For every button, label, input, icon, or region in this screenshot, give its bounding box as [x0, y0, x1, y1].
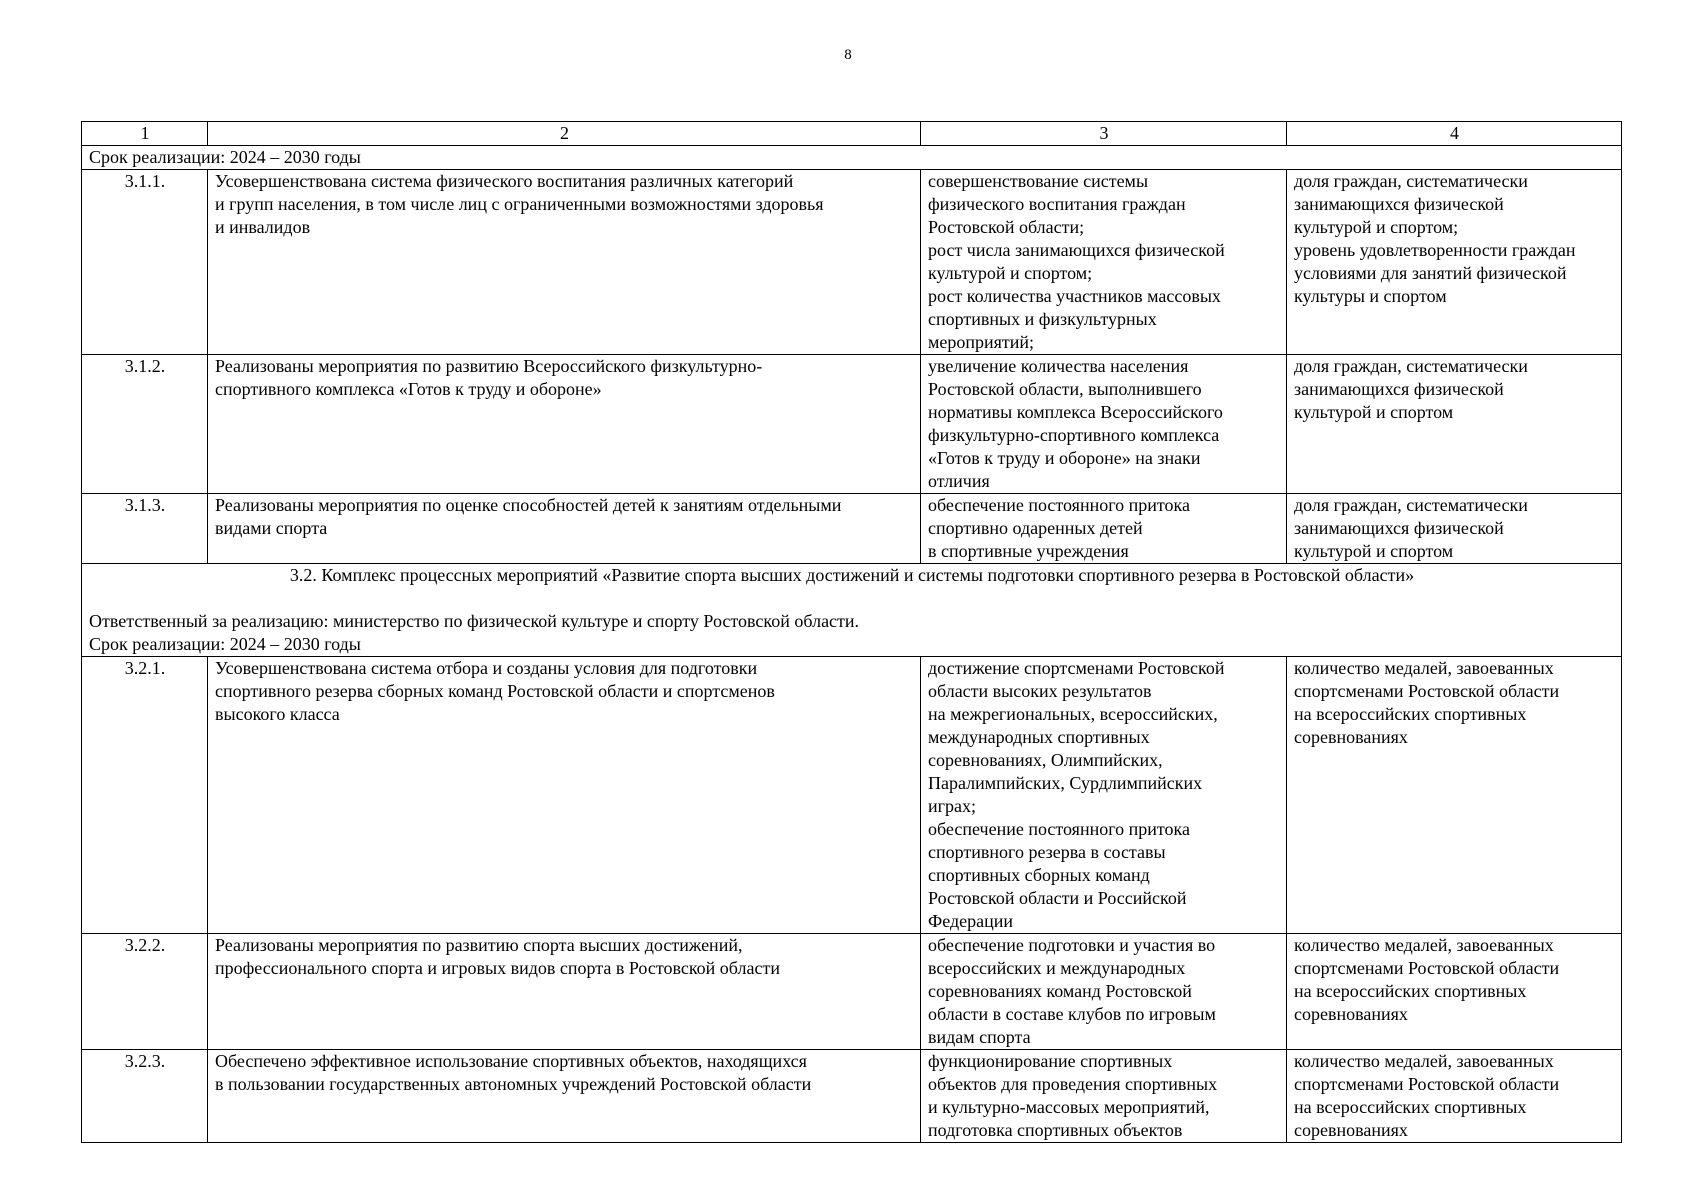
text-line: высокого класса — [215, 704, 340, 724]
text-line: соревнованиях — [1294, 727, 1408, 747]
text-line: культурой и спортом — [1294, 402, 1454, 422]
text-line: количество медалей, завоеванных — [1294, 658, 1554, 678]
section-term: Срок реализации: 2024 – 2030 годы — [89, 634, 361, 654]
measures-table — [81, 121, 1622, 1143]
text-line: рост количества участников массовых — [928, 286, 1221, 306]
text-line: Усовершенствована система физического воспитания различных категорий — [215, 171, 794, 191]
related-indicators — [1287, 170, 1622, 355]
table-row — [82, 934, 1622, 1050]
result-characteristics — [921, 657, 1287, 934]
text-line: на всероссийских спортивных — [1294, 981, 1527, 1001]
page-number: 8 — [844, 47, 852, 63]
result-characteristics — [921, 355, 1287, 494]
text-line: спортсменами Ростовской области — [1294, 958, 1560, 978]
result-description — [208, 1050, 921, 1143]
text-line: в пользовании государственных автономных учреждений Ростовской области — [215, 1074, 812, 1094]
text-line: всероссийских и международных — [928, 958, 1186, 978]
text-line: спортивного резерва сборных команд Ростовской области и спортсменов — [215, 681, 775, 701]
text-line: уровень удовлетворенности граждан — [1294, 240, 1576, 260]
text-line: спортсменами Ростовской области — [1294, 1074, 1560, 1094]
text-line: области в составе клубов по игровым — [928, 1004, 1216, 1024]
table-row — [82, 494, 1622, 564]
text-line: «Готов к труду и обороне» на знаки — [928, 448, 1201, 468]
text-line: Ростовской области, выполнившего — [928, 379, 1202, 399]
section-term-row — [82, 146, 1622, 170]
text-line: культурой и спортом; — [1294, 217, 1459, 237]
table-row — [82, 355, 1622, 494]
text-line: видам спорта — [928, 1027, 1031, 1047]
text-line: Ростовской области и Российской — [928, 888, 1187, 908]
text-line: Ростовской области; — [928, 217, 1085, 237]
text-line: Реализованы мероприятия по развитию Всероссийского физкультурно- — [215, 356, 763, 376]
text-line: подготовка спортивных объектов — [928, 1120, 1183, 1140]
text-line: Реализованы мероприятия по оценке способностей детей к занятиям отдельными — [215, 495, 842, 515]
table-row — [82, 1050, 1622, 1143]
section-header — [82, 564, 1622, 657]
text-line: на всероссийских спортивных — [1294, 1097, 1527, 1117]
text-line: совершенствование системы — [928, 171, 1149, 191]
text-line: в спортивные учреждения — [928, 541, 1129, 561]
column-number-3: 3 — [921, 122, 1287, 146]
related-indicators — [1287, 494, 1622, 564]
text-line: международных спортивных — [928, 727, 1150, 747]
text-line: и культурно-массовых мероприятий, — [928, 1097, 1210, 1117]
text-line: соревнованиях — [1294, 1120, 1408, 1140]
column-number-4: 4 — [1287, 122, 1622, 146]
section-title: 3.2. Комплекс процессных мероприятий «Развитие спорта высших достижений и системы подготовки спортивного резерва в Ростовской области» — [289, 565, 1415, 585]
text-line: профессионального спорта и игровых видов спорта в Ростовской области — [215, 958, 780, 978]
related-indicators — [1287, 1050, 1622, 1143]
spacer — [89, 587, 1615, 610]
column-number-1: 1 — [82, 122, 208, 146]
text-line: обеспечение постоянного притока — [928, 819, 1191, 839]
result-description — [208, 934, 921, 1050]
table-row — [82, 170, 1622, 355]
text-line: спортивных сборных команд — [928, 865, 1150, 885]
text-line: видами спорта — [215, 518, 328, 538]
table-row — [82, 657, 1622, 934]
related-indicators — [1287, 657, 1622, 934]
text-line: обеспечение подготовки и участия во — [928, 935, 1216, 955]
text-line: занимающихся физической — [1294, 379, 1504, 399]
text-line: условиями для занятий физической — [1294, 263, 1567, 283]
text-line: доля граждан, систематически — [1294, 495, 1528, 515]
row-number: 3.1.2. — [82, 355, 208, 494]
text-line: отличия — [928, 471, 990, 491]
text-line: области высоких результатов — [928, 681, 1152, 701]
text-line: физического воспитания граждан — [928, 194, 1186, 214]
result-description — [208, 170, 921, 355]
text-line: культуры и спортом — [1294, 286, 1447, 306]
section-header-row — [82, 564, 1622, 657]
result-characteristics — [921, 1050, 1287, 1143]
section-responsible: Ответственный за реализацию: министерство по физической культуре и спорту Ростовской области. — [89, 611, 860, 631]
text-line: Реализованы мероприятия по развитию спорта высших достижений, — [215, 935, 743, 955]
text-line: на всероссийских спортивных — [1294, 704, 1527, 724]
text-line: культурой и спортом — [1294, 541, 1454, 561]
text-line: культурой и спортом; — [928, 263, 1093, 283]
text-line: спортивных и физкультурных — [928, 309, 1157, 329]
text-line: соревнованиях — [1294, 1004, 1408, 1024]
text-line: Обеспечено эффективное использование спортивных объектов, находящихся — [215, 1051, 807, 1071]
row-number: 3.2.3. — [82, 1050, 208, 1143]
result-description — [208, 494, 921, 564]
text-line: физкультурно-спортивного комплекса — [928, 425, 1220, 445]
text-line: спортсменами Ростовской области — [1294, 681, 1560, 701]
result-characteristics — [921, 170, 1287, 355]
related-indicators — [1287, 934, 1622, 1050]
text-line: на межрегиональных, всероссийских, — [928, 704, 1218, 724]
text-line: Федерации — [928, 911, 1014, 931]
column-number-2: 2 — [208, 122, 921, 146]
related-indicators — [1287, 355, 1622, 494]
text-line: Усовершенствована система отбора и созданы условия для подготовки — [215, 658, 758, 678]
text-line: доля граждан, систематически — [1294, 171, 1528, 191]
text-line: соревнованиях, Олимпийских, — [928, 750, 1163, 770]
column-number-row — [82, 122, 1622, 146]
text-line: спортивного резерва в составы — [928, 842, 1166, 862]
text-line: обеспечение постоянного притока — [928, 495, 1191, 515]
section-term: Срок реализации: 2024 – 2030 годы — [82, 146, 1622, 170]
text-line: и инвалидов — [215, 217, 311, 237]
text-line: занимающихся физической — [1294, 518, 1504, 538]
text-line: спортивного комплекса «Готов к труду и обороне» — [215, 379, 602, 399]
result-characteristics — [921, 934, 1287, 1050]
text-line: Паралимпийских, Сурдлимпийских — [928, 773, 1203, 793]
row-number: 3.1.1. — [82, 170, 208, 355]
text-line: увеличение количества населения — [928, 356, 1189, 376]
result-description — [208, 355, 921, 494]
text-line: и групп населения, в том числе лиц с ограниченными возможностями здоровья — [215, 194, 824, 214]
text-line: доля граждан, систематически — [1294, 356, 1528, 376]
text-line: функционирование спортивных — [928, 1051, 1173, 1071]
text-line: нормативы комплекса Всероссийского — [928, 402, 1223, 422]
text-line: количество медалей, завоеванных — [1294, 935, 1554, 955]
text-line: спортивно одаренных детей — [928, 518, 1143, 538]
text-line: соревнованиях команд Ростовской — [928, 981, 1192, 1001]
text-line: мероприятий; — [928, 332, 1035, 352]
result-characteristics — [921, 494, 1287, 564]
text-line: играх; — [928, 796, 977, 816]
text-line: количество медалей, завоеванных — [1294, 1051, 1554, 1071]
text-line: рост числа занимающихся физической — [928, 240, 1225, 260]
row-number: 3.2.2. — [82, 934, 208, 1050]
text-line: достижение спортсменами Ростовской — [928, 658, 1225, 678]
row-number: 3.1.3. — [82, 494, 208, 564]
row-number: 3.2.1. — [82, 657, 208, 934]
text-line: объектов для проведения спортивных — [928, 1074, 1218, 1094]
result-description — [208, 657, 921, 934]
text-line: занимающихся физической — [1294, 194, 1504, 214]
